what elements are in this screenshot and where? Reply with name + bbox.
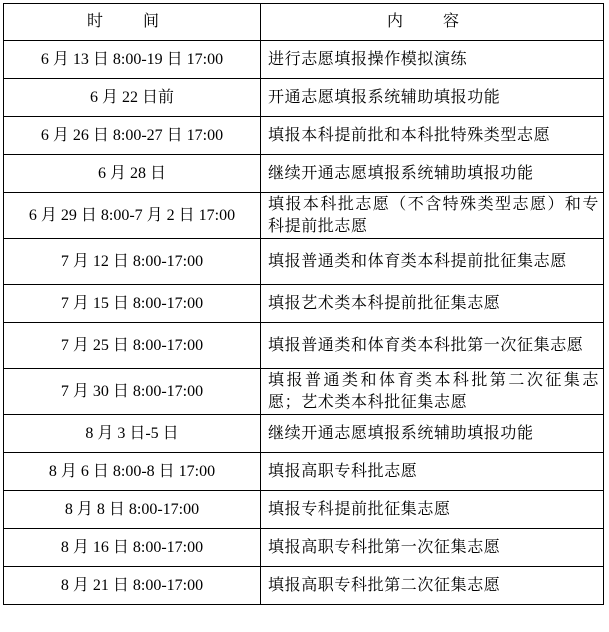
table-row bbox=[4, 323, 604, 369]
table-row bbox=[4, 529, 604, 567]
row-time: 6 月 29 日 8:00-7 月 2 日 17:00 bbox=[4, 193, 261, 239]
row-content: 继续开通志愿填报系统辅助填报功能 bbox=[261, 415, 604, 453]
row-content: 填报专科提前批征集志愿 bbox=[261, 491, 604, 529]
table-row bbox=[4, 285, 604, 323]
row-time: 6 月 28 日 bbox=[4, 155, 261, 193]
table-row bbox=[4, 453, 604, 491]
row-content: 开通志愿填报系统辅助填报功能 bbox=[261, 79, 604, 117]
row-content: 继续开通志愿填报系统辅助填报功能 bbox=[261, 155, 604, 193]
row-time: 7 月 25 日 8:00-17:00 bbox=[4, 323, 261, 369]
table-row bbox=[4, 239, 604, 285]
table-row bbox=[4, 415, 604, 453]
table-header-row bbox=[4, 4, 604, 41]
row-time: 6 月 13 日 8:00-19 日 17:00 bbox=[4, 41, 261, 79]
row-time: 8 月 6 日 8:00-8 日 17:00 bbox=[4, 453, 261, 491]
header-time: 时 间 bbox=[4, 4, 261, 41]
table-row bbox=[4, 369, 604, 415]
table-row bbox=[4, 491, 604, 529]
row-content: 进行志愿填报操作模拟演练 bbox=[261, 41, 604, 79]
row-content: 填报普通类和体育类本科批第二次征集志愿；艺术类本科批征集志愿 bbox=[261, 369, 604, 415]
row-time: 6 月 26 日 8:00-27 日 17:00 bbox=[4, 117, 261, 155]
row-content: 填报普通类和体育类本科提前批征集志愿 bbox=[261, 239, 604, 285]
header-content: 内 容 bbox=[261, 4, 604, 41]
schedule-table bbox=[3, 3, 604, 605]
row-content: 填报高职专科批第一次征集志愿 bbox=[261, 529, 604, 567]
table-row bbox=[4, 193, 604, 239]
row-time: 8 月 21 日 8:00-17:00 bbox=[4, 567, 261, 605]
table-row bbox=[4, 155, 604, 193]
row-content: 填报本科提前批和本科批特殊类型志愿 bbox=[261, 117, 604, 155]
row-content: 填报高职专科批第二次征集志愿 bbox=[261, 567, 604, 605]
row-time: 8 月 16 日 8:00-17:00 bbox=[4, 529, 261, 567]
row-time: 7 月 12 日 8:00-17:00 bbox=[4, 239, 261, 285]
table-row bbox=[4, 117, 604, 155]
row-time: 6 月 22 日前 bbox=[4, 79, 261, 117]
row-content: 填报普通类和体育类本科批第一次征集志愿 bbox=[261, 323, 604, 369]
table-row bbox=[4, 41, 604, 79]
row-content: 填报艺术类本科提前批征集志愿 bbox=[261, 285, 604, 323]
row-content: 填报本科批志愿（不含特殊类型志愿）和专科提前批志愿 bbox=[261, 193, 604, 239]
table-row bbox=[4, 79, 604, 117]
table-row bbox=[4, 567, 604, 605]
row-time: 8 月 8 日 8:00-17:00 bbox=[4, 491, 261, 529]
row-content: 填报高职专科批志愿 bbox=[261, 453, 604, 491]
row-time: 7 月 15 日 8:00-17:00 bbox=[4, 285, 261, 323]
row-time: 8 月 3 日-5 日 bbox=[4, 415, 261, 453]
row-time: 7 月 30 日 8:00-17:00 bbox=[4, 369, 261, 415]
